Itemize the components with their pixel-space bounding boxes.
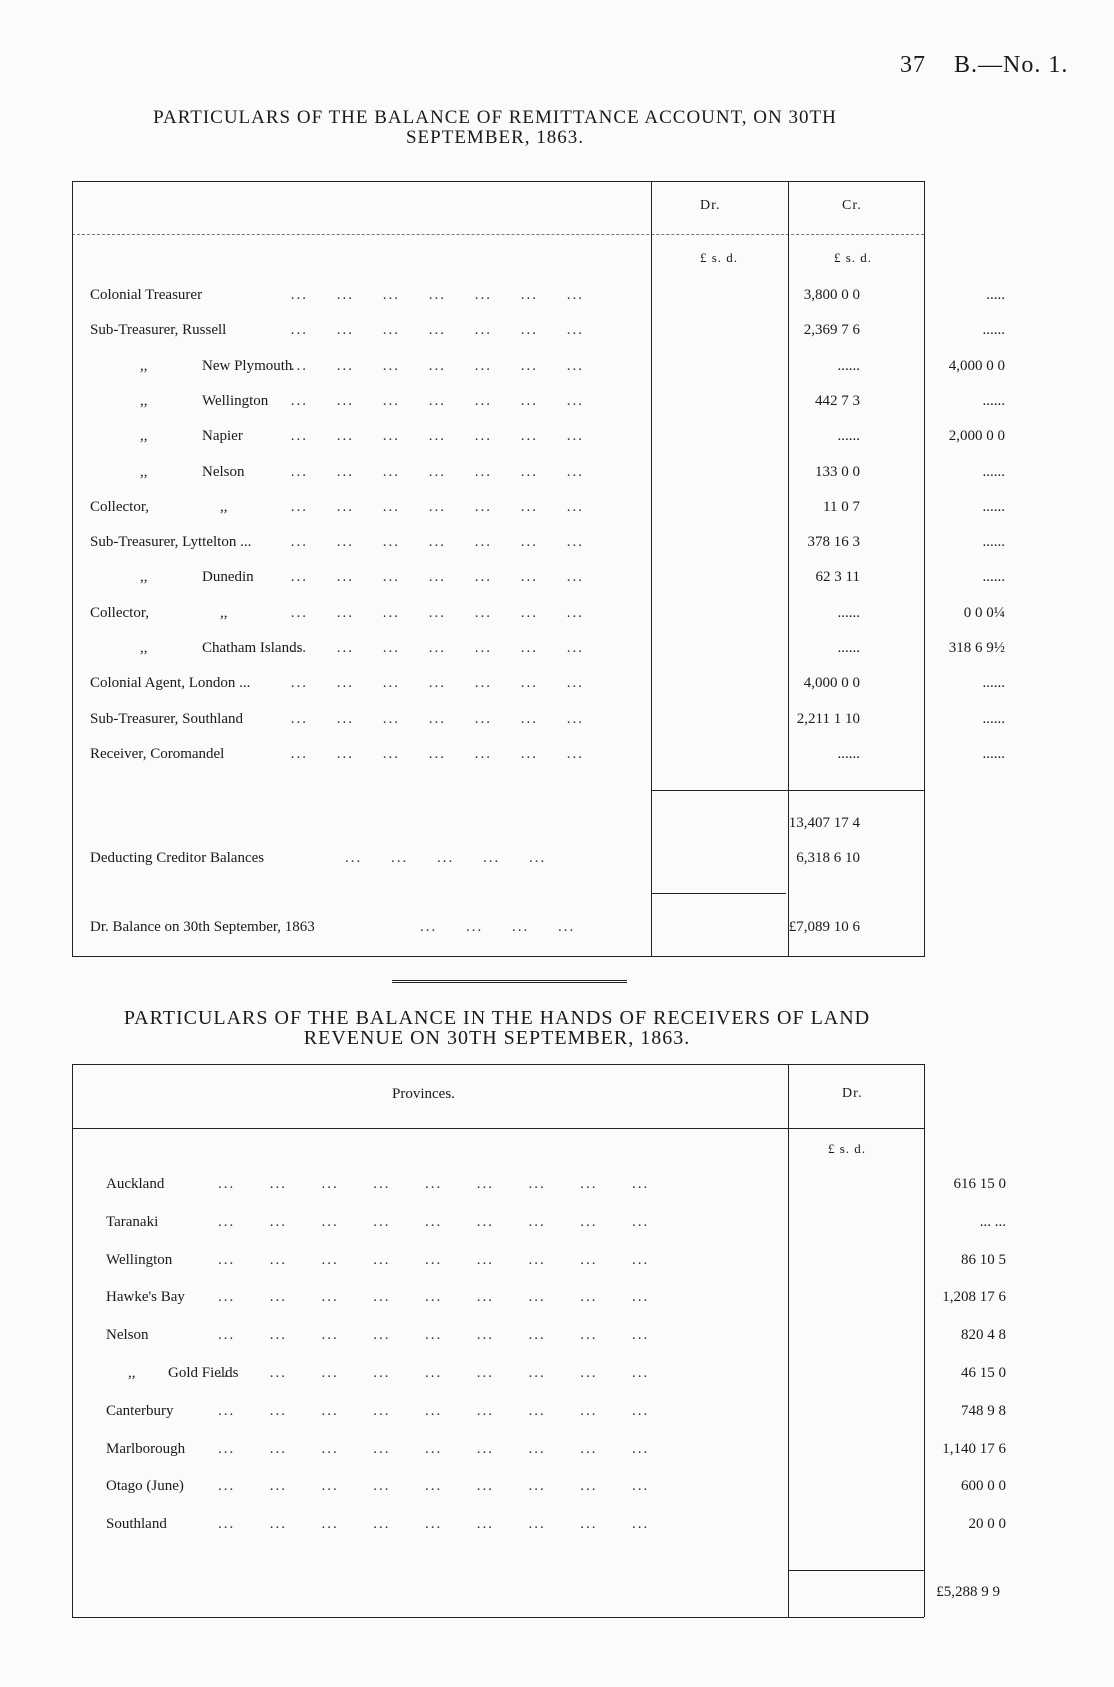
remittance-row	[90, 354, 1005, 378]
remittance-row	[90, 565, 1005, 589]
remittance-row	[90, 283, 1005, 307]
cr-value: ......	[982, 322, 1005, 338]
leader-dots: ... ... ... ... ... ... ...	[285, 358, 584, 374]
remittance-title	[60, 108, 930, 148]
deduct-value: 6,318 6 10	[796, 850, 860, 866]
units-cr: £ s. d.	[834, 250, 873, 265]
row-label: Colonial Agent, London ...	[90, 675, 251, 691]
col-provinces-header: Provinces.	[392, 1086, 455, 1102]
remittance-row	[90, 530, 1005, 554]
leader-dots: ... ... ... ... ... ... ...	[285, 675, 584, 691]
leader-dots: ... ... ... ... ... ... ... ... ...	[218, 1516, 650, 1532]
dr-value: ......	[837, 605, 860, 621]
remittance-row	[90, 318, 1005, 342]
remittance-row	[90, 460, 1005, 484]
leader-dots: ... ... ... ... ... ... ... ... ...	[218, 1252, 650, 1268]
leader-dots: ... ... ... ... ... ... ... ... ...	[218, 1478, 650, 1494]
leader-dots: ... ... ... ... ... ... ...	[285, 640, 584, 656]
leader-dots: ... ... ... ... ... ... ...	[285, 287, 584, 303]
land-row	[106, 1361, 1006, 1385]
cr-value: ......	[982, 464, 1005, 480]
province-label: Otago (June)	[106, 1478, 184, 1494]
subtotal-value: 13,407 17 4	[788, 815, 860, 831]
dr-value: 133 0 0	[815, 464, 860, 480]
ditto-mark: ,,	[220, 499, 228, 515]
ditto-mark: ,,	[128, 1365, 136, 1381]
province-dr-value: 46 15 0	[961, 1365, 1006, 1381]
province-dr-value: 616 15 0	[953, 1176, 1006, 1192]
land-title	[62, 1008, 932, 1048]
remittance-row	[90, 424, 1005, 448]
province-label: Gold Fields	[168, 1365, 239, 1381]
cr-value: ......	[982, 393, 1005, 409]
remittance-title-line1: PARTICULARS OF THE BALANCE OF REMITTANCE ACCOUNT, ON 30TH	[153, 107, 837, 128]
dr-value: 442 7 3	[815, 393, 860, 409]
land-row	[106, 1437, 1006, 1461]
leader-dots: ... ... ... ... ... ... ...	[285, 711, 584, 727]
land-units-dr: £ s. d.	[828, 1141, 867, 1156]
province-dr-value: ... ...	[979, 1214, 1006, 1230]
province-dr-value: 600 0 0	[961, 1478, 1006, 1494]
row-label: Sub-Treasurer, Southland	[90, 711, 244, 727]
province-dr-value: 1,208 17 6	[942, 1289, 1006, 1305]
leader-dots: ... ... ... ... ... ... ... ... ...	[218, 1214, 650, 1230]
dr-value: ......	[837, 640, 860, 656]
ditto-mark: ,,	[140, 428, 148, 444]
row-label: Napier	[202, 428, 243, 444]
subtotal-row	[90, 811, 920, 835]
remittance-row	[90, 389, 1005, 413]
leader-dots: ... ... ... ... ... ... ... ... ...	[218, 1403, 650, 1419]
province-label: Auckland	[106, 1176, 165, 1192]
leader-dots: ... ... ... ... ... ... ...	[285, 746, 584, 762]
cr-value: ......	[982, 746, 1005, 762]
province-dr-value: 20 0 0	[968, 1516, 1006, 1532]
deduct-row: Deducting Creditor Balances ... ... ... ... ... 6,318 6 10	[90, 846, 920, 870]
row-label: Chatham Islands	[202, 640, 303, 656]
row-label: Wellington	[202, 393, 269, 409]
leader-dots: ... ... ... ... ... ... ...	[285, 393, 584, 409]
row-label: Colonial Treasurer	[90, 287, 203, 303]
row-label: Collector,	[90, 605, 149, 621]
province-dr-value: 86 10 5	[961, 1252, 1006, 1268]
cr-value: 4,000 0 0	[948, 358, 1005, 374]
land-col-dr-header: Dr.	[842, 1086, 863, 1101]
ditto-mark: ,,	[140, 358, 148, 374]
leader-dots: ... ... ... ... ... ... ... ... ...	[218, 1441, 650, 1457]
province-label: Wellington	[106, 1252, 173, 1268]
leader-dots: ... ... ... ... ... ... ...	[285, 534, 584, 550]
dr-value: ......	[837, 428, 860, 444]
province-label: Hawke's Bay	[106, 1289, 185, 1305]
leader-dots: ... ... ... ... ... ... ... ... ...	[218, 1176, 650, 1192]
leader-dots: ... ... ... ... ... ... ... ... ...	[218, 1327, 650, 1343]
land-row	[106, 1172, 1006, 1196]
land-row	[106, 1512, 1006, 1536]
row-label: Receiver, Coromandel	[90, 746, 225, 762]
province-dr-value: 1,140 17 6	[942, 1441, 1006, 1457]
land-row	[106, 1323, 1006, 1347]
land-title-line1: PARTICULARS OF THE BALANCE IN THE HANDS OF RECEIVERS OF LAND	[123, 1007, 871, 1029]
leader-dots: ... ... ... ... ... ... ...	[285, 569, 584, 585]
section-divider	[392, 980, 627, 983]
dr-value: ......	[837, 746, 860, 762]
remittance-row	[90, 707, 1005, 731]
ditto-mark: ,,	[220, 605, 228, 621]
land-row	[106, 1285, 1006, 1309]
province-label: Southland	[106, 1516, 167, 1532]
province-label: Taranaki	[106, 1214, 159, 1230]
province-label: Canterbury	[106, 1403, 174, 1419]
province-label: Nelson	[106, 1327, 149, 1343]
remittance-row	[90, 671, 1005, 695]
row-label: Collector,	[90, 499, 149, 515]
dr-value: 11 0 7	[823, 499, 860, 515]
dr-value: 378 16 3	[807, 534, 860, 550]
dr-value: 62 3 11	[815, 569, 860, 585]
balance-label: Dr. Balance on 30th September, 1863	[90, 919, 315, 935]
cr-value: 318 6 9½	[948, 640, 1005, 656]
row-label: Sub-Treasurer, Russell	[90, 322, 227, 338]
land-title-line2: REVENUE ON 30TH SEPTEMBER, 1863.	[303, 1027, 691, 1049]
dr-value: 2,211 1 10	[796, 711, 860, 727]
cr-value: ......	[982, 499, 1005, 515]
dr-value: 2,369 7 6	[803, 322, 860, 338]
leader-dots: ... ... ... ... ... ... ...	[285, 322, 584, 338]
leader-dots: ... ... ... ... ... ... ...	[285, 605, 584, 621]
land-row	[106, 1399, 1006, 1423]
col-dr-header: Dr.	[700, 198, 721, 213]
row-label: Dunedin	[202, 569, 254, 585]
remittance-row	[90, 495, 1005, 519]
province-label: Marlborough	[106, 1441, 186, 1457]
province-dr-value: 820 4 8	[961, 1327, 1006, 1343]
dr-value: 3,800 0 0	[803, 287, 860, 303]
cr-value: ......	[982, 569, 1005, 585]
cr-value: ......	[982, 711, 1005, 727]
page-number: 37 B.—No. 1.	[900, 52, 1069, 78]
land-row	[106, 1248, 1006, 1272]
province-dr-value: 748 9 8	[961, 1403, 1006, 1419]
cr-value: ......	[982, 675, 1005, 691]
row-label: Sub-Treasurer, Lyttelton ...	[90, 534, 252, 550]
balance-row: Dr. Balance on 30th September, 1863 ... ... ... ... £7,089 10 6	[90, 915, 920, 939]
remittance-title-line2: SEPTEMBER, 1863.	[405, 127, 585, 148]
dr-value: 4,000 0 0	[803, 675, 860, 691]
ditto-mark: ,,	[140, 393, 148, 409]
deduct-label: Deducting Creditor Balances	[90, 850, 265, 866]
units-dr: £ s. d.	[700, 250, 739, 265]
balance-value: £7,089 10 6	[788, 919, 860, 935]
leader-dots: ... ... ... ... ... ... ...	[285, 499, 584, 515]
cr-value: ......	[982, 534, 1005, 550]
leader-dots: ... ... ... ... ... ... ...	[285, 428, 584, 444]
ditto-mark: ,,	[140, 464, 148, 480]
leader-dots: ... ... ... ... ... ... ...	[285, 464, 584, 480]
land-row	[106, 1474, 1006, 1498]
land-total-row	[90, 1580, 1000, 1604]
row-label: Nelson	[202, 464, 245, 480]
land-total-value: £5,288 9 9	[936, 1584, 1000, 1600]
cr-value: 0 0 0¼	[963, 605, 1005, 621]
leader-dots: ... ... ... ... ... ... ... ... ...	[218, 1289, 650, 1305]
row-label: New Plymouth	[202, 358, 293, 374]
col-cr-header: Cr.	[842, 198, 862, 213]
leader-dots: ... ... ... ... ... ... ... ... ...	[218, 1365, 650, 1381]
ditto-mark: ,,	[140, 569, 148, 585]
land-row	[106, 1210, 1006, 1234]
cr-value: .....	[986, 287, 1005, 303]
remittance-row	[90, 742, 1005, 766]
remittance-row	[90, 636, 1005, 660]
dr-value: ......	[837, 358, 860, 374]
remittance-row	[90, 601, 1005, 625]
cr-value: 2,000 0 0	[948, 428, 1005, 444]
ditto-mark: ,,	[140, 640, 148, 656]
